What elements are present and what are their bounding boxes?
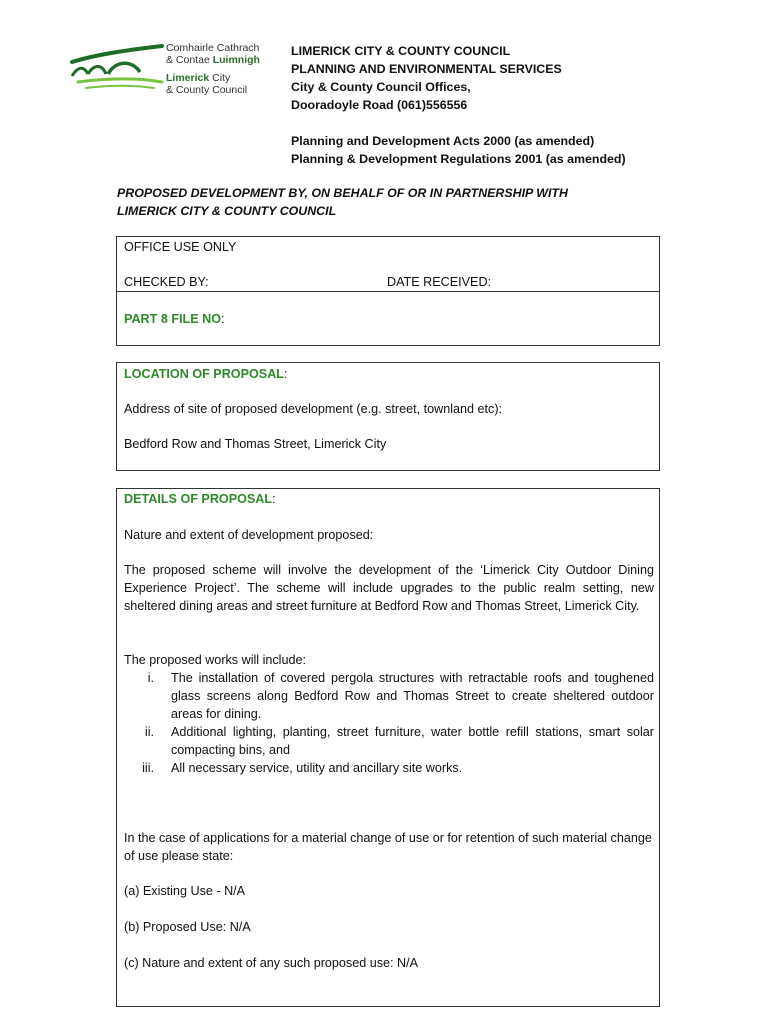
list-item-number: i.: [147, 671, 154, 685]
location-label: LOCATION OF PROPOSAL: [124, 367, 284, 381]
checked-by-label: CHECKED BY:: [124, 275, 209, 289]
council-swoosh-icon: [68, 42, 164, 98]
header-line1: LIMERICK CITY & COUNTY COUNCIL: [291, 44, 511, 58]
address-prompt: Address of site of proposed development (e.g. street, townland etc):: [124, 402, 503, 416]
logo-english-line1: [166, 72, 260, 84]
office-use-box: [116, 236, 660, 346]
file-no-label: PART 8 FILE NO: [124, 312, 222, 326]
header-line4: Dooradoyle Road (061)556556: [291, 98, 468, 112]
details-label: DETAILS OF PROPOSAL: [124, 492, 273, 506]
details-box: [116, 488, 660, 1007]
header-line3: City & County Council Offices,: [291, 80, 471, 94]
list-item-number: iii.: [142, 761, 154, 775]
list-item-text: All necessary service, utility and ancillary site works.: [171, 761, 463, 775]
list-item-number: ii.: [144, 725, 154, 739]
list-item-text: The installation of covered pergola structures with retractable roofs and toughened glass screens along Bedford Row and Thomas Street to create sheltered outdoor areas for dining.: [171, 671, 654, 721]
header-line6: Planning & Development Regulations 2001 (as amended): [291, 152, 626, 166]
date-received-label: DATE RECEIVED:: [387, 275, 492, 289]
logo-irish-prefix: & Contae: [166, 54, 213, 66]
logo-english-line2: & County Council: [166, 84, 248, 96]
logo-irish-line2: [166, 54, 260, 66]
logo-english-bold: Limerick: [166, 72, 210, 84]
proposed-development-title: [117, 184, 568, 220]
file-no-colon: :: [221, 312, 225, 326]
details-colon: :: [272, 492, 276, 506]
proposed-line2: LIMERICK CITY & COUNTY COUNCIL: [117, 204, 337, 218]
location-colon: :: [284, 367, 288, 381]
existing-use: (a) Existing Use - N/A: [124, 884, 246, 898]
list-item: [124, 669, 654, 723]
project-description: The proposed scheme will involve the development of the ‘Limerick City Outdoor Dining Experience Project’. The scheme will include upgrades to the public realm setting, new sheltered dining areas and street furniture at Bedford Row and Thomas Street, Limerick City.: [124, 563, 654, 613]
nature-extent-use: (c) Nature and extent of any such proposed use: N/A: [124, 956, 419, 970]
change-of-use-prompt: In the case of applications for a material change of use or for retention of such material change of use please state:: [124, 831, 652, 863]
logo-irish-bold: Luimnigh: [212, 54, 260, 66]
list-item-text: Additional lighting, planting, street furniture, water bottle refill stations, smart solar compacting bins, and: [171, 725, 654, 757]
proposed-use: (b) Proposed Use: N/A: [124, 920, 251, 934]
logo-irish-line1: Comhairle Cathrach: [166, 42, 260, 54]
list-item: [124, 723, 654, 759]
works-list: [124, 669, 654, 777]
works-intro: The proposed works will include:: [124, 653, 306, 667]
office-use-title: OFFICE USE ONLY: [124, 240, 237, 254]
file-no-row: [124, 310, 225, 328]
proposed-line1: PROPOSED DEVELOPMENT BY, ON BEHALF OF OR IN PARTNERSHIP WITH: [117, 186, 568, 200]
office-divider: [117, 291, 659, 292]
header-line2: PLANNING AND ENVIRONMENTAL SERVICES: [291, 62, 562, 76]
header-line5: Planning and Development Acts 2000 (as amended): [291, 134, 595, 148]
location-heading: [124, 365, 288, 383]
council-logo: [68, 42, 278, 102]
site-address: Bedford Row and Thomas Street, Limerick City: [124, 437, 387, 451]
nature-prompt: Nature and extent of development proposed:: [124, 528, 374, 542]
logo-english-rest: City: [209, 72, 231, 84]
details-heading: [124, 490, 276, 508]
council-header: [291, 42, 626, 168]
list-item: [124, 759, 654, 777]
location-box: [116, 362, 660, 471]
